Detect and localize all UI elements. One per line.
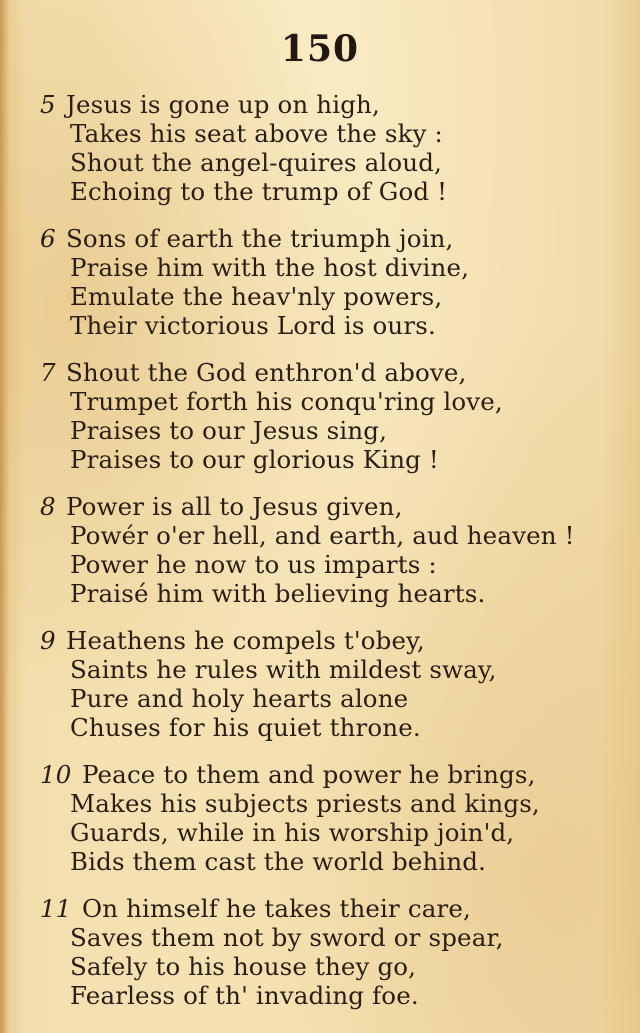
verse [40,358,630,474]
verse-line: Praises to our Jesus sing, [70,416,388,445]
verse-number: 11 [40,894,72,923]
verse-line-text: Power is all to Jesus given, [66,492,403,521]
page-binding-edge [0,0,9,1033]
verse-line [40,894,630,923]
verse-line: Pure and holy hearts alone [70,684,409,713]
verse-line: Safely to his house they go, [70,952,417,981]
verse-line: Praises to our glorious King ! [70,445,439,474]
verse-line: Makes his subjects priests and kings, [70,789,540,818]
verse-line: Takes his seat above the sky : [70,119,443,148]
verse-line: Bids them cast the world behind. [70,847,487,876]
verse-line [40,626,630,655]
verse-line-text: Shout the God enthron'd above, [66,358,467,387]
verse-line [40,90,630,119]
verse [40,224,630,340]
verse-line: Chuses for his quiet throne. [70,713,421,742]
verse-line: Saints he rules with mildest sway, [70,655,497,684]
verse-line: Trumpet forth his conqu'ring love, [70,387,503,416]
verse-line: Echoing to the trump of God ! [70,177,448,206]
verse-number: 6 [40,224,56,253]
verse-line: Emulate the heav'nly powers, [70,282,443,311]
verse-line [40,760,630,789]
verse-number: 7 [40,358,56,387]
verse-line [40,224,630,253]
verse [40,492,630,608]
verse [40,894,630,1010]
verse-line-text: Jesus is gone up on high, [66,90,380,119]
verse [40,626,630,742]
verse-line-text: Sons of earth the triumph join, [66,224,454,253]
verse-number: 5 [40,90,56,119]
verse-line: Saves them not by sword or spear, [70,923,504,952]
verse-line-text: On himself he takes their care, [82,894,471,923]
verse-line: Fearless of th' invading foe. [70,981,419,1010]
verse-line [40,358,630,387]
verse-line-text: Heathens he compels t'obey, [66,626,425,655]
verse-number: 8 [40,492,56,521]
verse [40,760,630,876]
verse-line: Their victorious Lord is ours. [70,311,436,340]
verse-line-text: Peace to them and power he brings, [82,760,536,789]
verse-line: Powér o'er hell, and earth, aud heaven ! [70,521,575,550]
verse-line: Power he now to us imparts : [70,550,437,579]
page-number: 150 [280,28,360,70]
verse-line: Guards, while in his worship join'd, [70,818,515,847]
verse-line: Praise him with the host divine, [70,253,470,282]
verse-line [40,492,630,521]
verse-number: 9 [40,626,56,655]
verse [40,90,630,206]
verse-number: 10 [40,760,72,789]
hymn-verses [40,90,630,1028]
verse-line: Shout the angel-quires aloud, [70,148,442,177]
verse-line: Praisé him with believing hearts. [70,579,486,608]
